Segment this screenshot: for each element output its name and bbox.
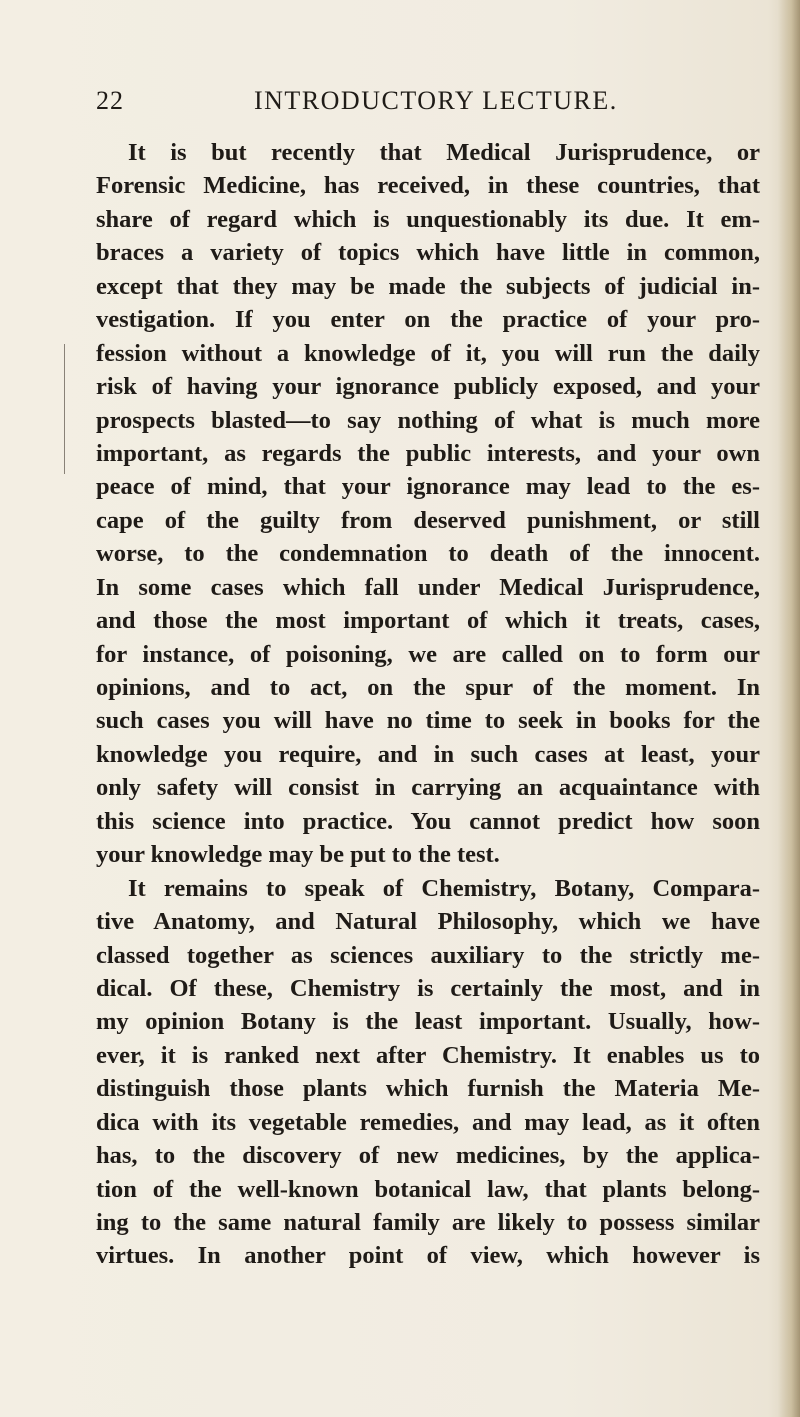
text-line: braces a variety of topics which have little in common,: [96, 239, 760, 267]
page-header: [96, 86, 752, 130]
page-number: 22: [96, 86, 124, 115]
text-line: Forensic Medicine, has received, in these countries, that: [96, 172, 760, 200]
text-line: peace of mind, that your ignorance may lead to the es-: [96, 473, 760, 501]
text-line: opinions, and to act, on the spur of the moment. In: [96, 674, 760, 701]
text-line: important, as regards the public interests, and your own: [96, 439, 760, 467]
text-line: ever, it is ranked next after Chemistry. It enables us to: [96, 1041, 760, 1069]
text-line: and those the most important of which it treats, cases,: [96, 607, 760, 635]
text-line: tion of the well-known botanical law, that plants belong-: [96, 1175, 760, 1203]
text-line: my opinion Botany is the least important. Usually, how-: [96, 1008, 760, 1036]
text-line: this science into practice. You cannot predict how soon: [96, 807, 760, 835]
text-line: knowledge you require, and in such cases at least, your: [96, 740, 760, 768]
text-line: distinguish those plants which furnish the Materia Me-: [96, 1075, 760, 1103]
text-line: It is but recently that Medical Jurisprudence, or: [128, 139, 760, 166]
text-line: except that they may be made the subjects of judicial in-: [96, 272, 760, 300]
page-edge-shadow: [778, 0, 800, 1417]
text-line: tive Anatomy, and Natural Philosophy, which we have: [96, 908, 760, 936]
text-line: for instance, of poisoning, we are called on to form our: [96, 640, 760, 668]
text-line: has, to the discovery of new medicines, by the applica-: [96, 1142, 760, 1170]
text-line: prospects blasted—to say nothing of what is much more: [96, 406, 760, 434]
text-line: risk of having your ignorance publicly exposed, and your: [96, 373, 760, 401]
text-line: In some cases which fall under Medical Jurisprudence,: [96, 573, 760, 601]
text-line: only safety will consist in carrying an acquaintance with: [96, 774, 760, 802]
text-line: share of regard which is unquestionably its due. It em-: [96, 205, 760, 233]
text-line: dica with its vegetable remedies, and may lead, as it often: [96, 1108, 760, 1136]
text-line: fession without a knowledge of it, you will run the daily: [96, 339, 760, 367]
text-line: virtues. In another point of view, which however is: [96, 1242, 760, 1270]
margin-pencil-mark: [64, 344, 65, 474]
text-line: It remains to speak of Chemistry, Botany, Compara-: [128, 874, 760, 902]
text-line: such cases you will have no time to seek in books for the: [96, 707, 760, 735]
text-line: worse, to the condemnation to death of the innocent.: [96, 540, 760, 568]
text-line: vestigation. If you enter on the practice of your pro-: [96, 306, 760, 334]
text-line: dical. Of these, Chemistry is certainly the most, and in: [96, 974, 760, 1002]
body-text: [96, 136, 760, 1273]
text-line: ing to the same natural family are likely to possess similar: [96, 1209, 760, 1236]
text-line: your knowledge may be put to the test.: [96, 841, 500, 869]
text-line: cape of the guilty from deserved punishment, or still: [96, 506, 760, 534]
text-line: classed together as sciences auxiliary to the strictly me-: [96, 941, 760, 969]
running-head: INTRODUCTORY LECTURE.: [254, 86, 618, 115]
